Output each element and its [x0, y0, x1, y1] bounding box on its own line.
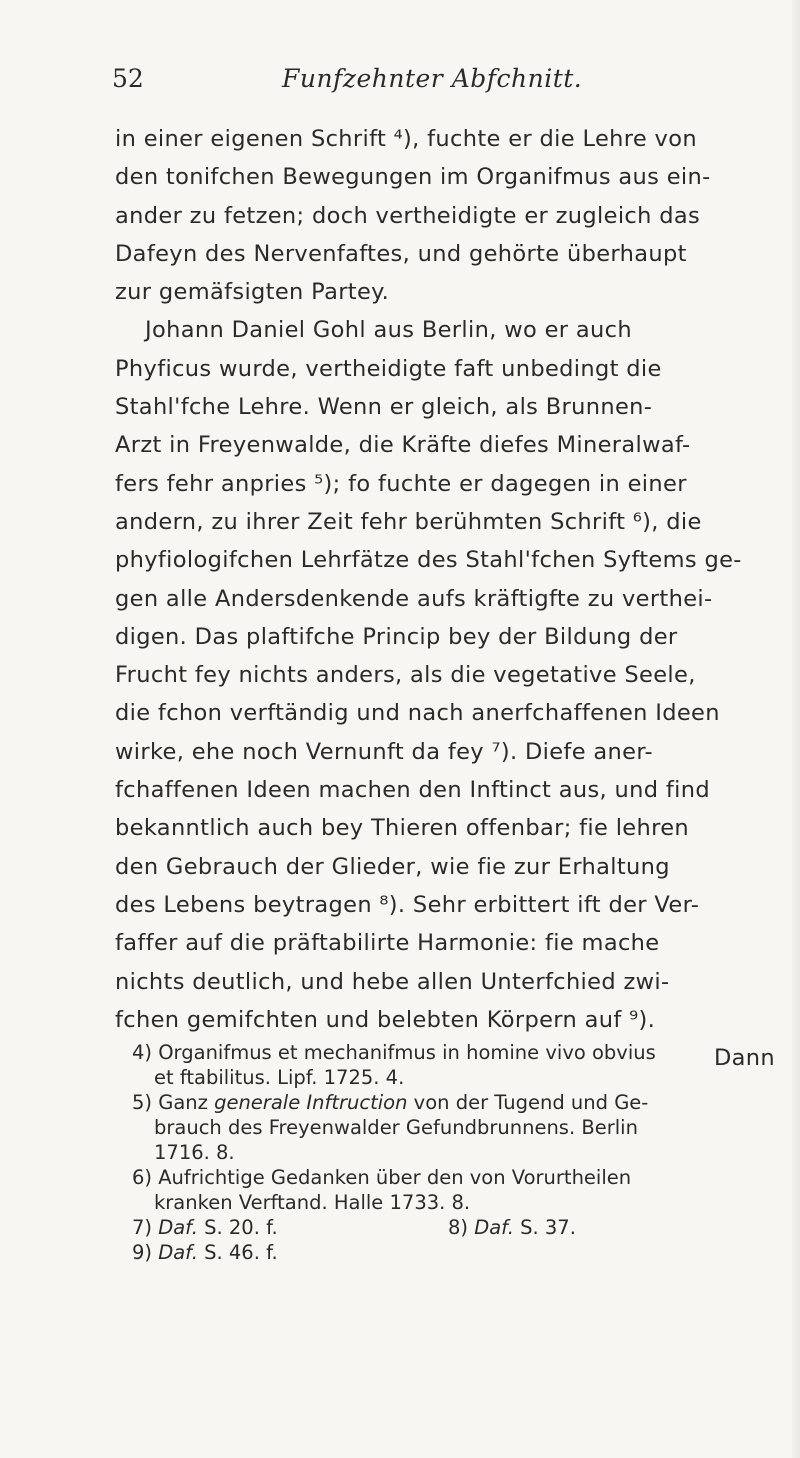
text-line: den Gebrauch der Glieder, wie fie zur Erhaltung: [115, 853, 670, 880]
footnote-number: 7): [132, 1216, 159, 1239]
footnote-8: [448, 1215, 576, 1240]
text-line: Dafeyn des Nervenfaftes, und gehörte überhaupt: [115, 240, 687, 267]
footnote-text: 5) Ganz: [132, 1091, 215, 1114]
footnote-italic: Daf.: [158, 1241, 198, 1264]
text-line: wirke, ehe noch Vernunft da fey ⁷). Diefe aner-: [115, 738, 653, 765]
main-text: [115, 120, 795, 1077]
footnote-6: [132, 1165, 782, 1215]
text-line: faffer auf die präftabilirte Harmonie: fie mache: [115, 930, 660, 957]
text-line: nichts deutlich, und hebe allen Unterfchied zwi-: [115, 968, 670, 995]
footnote-line: 4) Organifmus et mechanifmus in homine vivo obvius: [132, 1041, 656, 1064]
footnote-line: 1716. 8.: [154, 1141, 235, 1164]
footnote-italic-title: generale Inftruction: [214, 1091, 408, 1114]
page-number: 52: [112, 64, 144, 93]
footnote-line: et ftabilitus. Lipf. 1725. 4.: [154, 1066, 405, 1089]
text-line: Phyficus wurde, vertheidigte faft unbedingt die: [115, 355, 662, 382]
text-line: die fchon verftändig und nach anerfchaffenen Ideen: [115, 700, 720, 727]
page-edge: [792, 0, 800, 1458]
footnote-text: S. 20. f.: [197, 1216, 278, 1239]
text-line: digen. Das plaftifche Princip bey der Bildung der: [115, 623, 678, 650]
footnote-9: [132, 1240, 782, 1265]
text-line: Arzt in Freyenwalde, die Kräfte diefes Mineralwaf-: [115, 432, 691, 459]
footnote-number: 8): [448, 1216, 475, 1239]
running-title: Funfzehnter Abfchnitt.: [282, 64, 583, 93]
text-line: andern, zu ihrer Zeit fehr berühmten Schrift ⁶), die: [115, 508, 702, 535]
footnote-line: kranken Verftand. Halle 1733. 8.: [154, 1191, 471, 1214]
footnote-line: 6) Aufrichtige Gedanken über den von Vorurtheilen: [132, 1166, 632, 1189]
text-line: bekanntlich auch bey Thieren offenbar; fie lehren: [115, 815, 690, 842]
footnotes: [132, 1040, 782, 1265]
paragraph-start-line: Johann Daniel Gohl aus Berlin, wo er auch: [145, 317, 632, 344]
text-line: des Lebens beytragen ⁸). Sehr erbittert ift der Ver-: [115, 891, 700, 918]
footnote-row-7-8: [132, 1215, 782, 1240]
text-line: fchen gemifchten und belebten Körpern auf ⁹).: [115, 1006, 656, 1033]
text-line: fers fehr anpries ⁵); fo fuchte er dagegen in einer: [115, 470, 687, 497]
footnote-5: [132, 1090, 782, 1165]
footnote-line: brauch des Freyenwalder Gefundbrunnens. Berlin: [154, 1116, 638, 1139]
footnote-7: [132, 1216, 278, 1239]
text-line: fchaffenen Ideen machen den Inftinct aus, und find: [115, 777, 711, 804]
text-line: in einer eigenen Schrift ⁴), fuchte er die Lehre von: [115, 126, 697, 152]
catchword: Dann: [713, 1045, 775, 1072]
text-line: den tonifchen Bewegungen im Organifmus aus ein-: [115, 164, 711, 191]
text-line: gen alle Andersdenkende aufs kräftigfte zu verthei-: [115, 585, 713, 612]
footnote-number: 9): [132, 1241, 159, 1264]
text-line: phyfiologifchen Lehrfätze des Stahl'fchen Syftems ge-: [115, 547, 742, 574]
text-line: Frucht fey nichts anders, als die vegetative Seele,: [115, 662, 696, 689]
footnote-text: von der Tugend und Ge-: [407, 1091, 649, 1114]
footnote-text: S. 37.: [513, 1216, 576, 1239]
text-line: Stahl'fche Lehre. Wenn er gleich, als Brunnen-: [115, 394, 653, 421]
footnote-italic: Daf.: [158, 1216, 198, 1239]
footnote-italic: Daf.: [474, 1216, 514, 1239]
footnote-4: [132, 1040, 782, 1090]
page-header: [112, 64, 672, 104]
text-line: ander zu fetzen; doch vertheidigte er zugleich das: [115, 202, 701, 229]
footnote-text: S. 46. f.: [197, 1241, 278, 1264]
footnote-line: [132, 1090, 782, 1115]
text-line: zur gemäfsigten Partey.: [115, 279, 390, 306]
